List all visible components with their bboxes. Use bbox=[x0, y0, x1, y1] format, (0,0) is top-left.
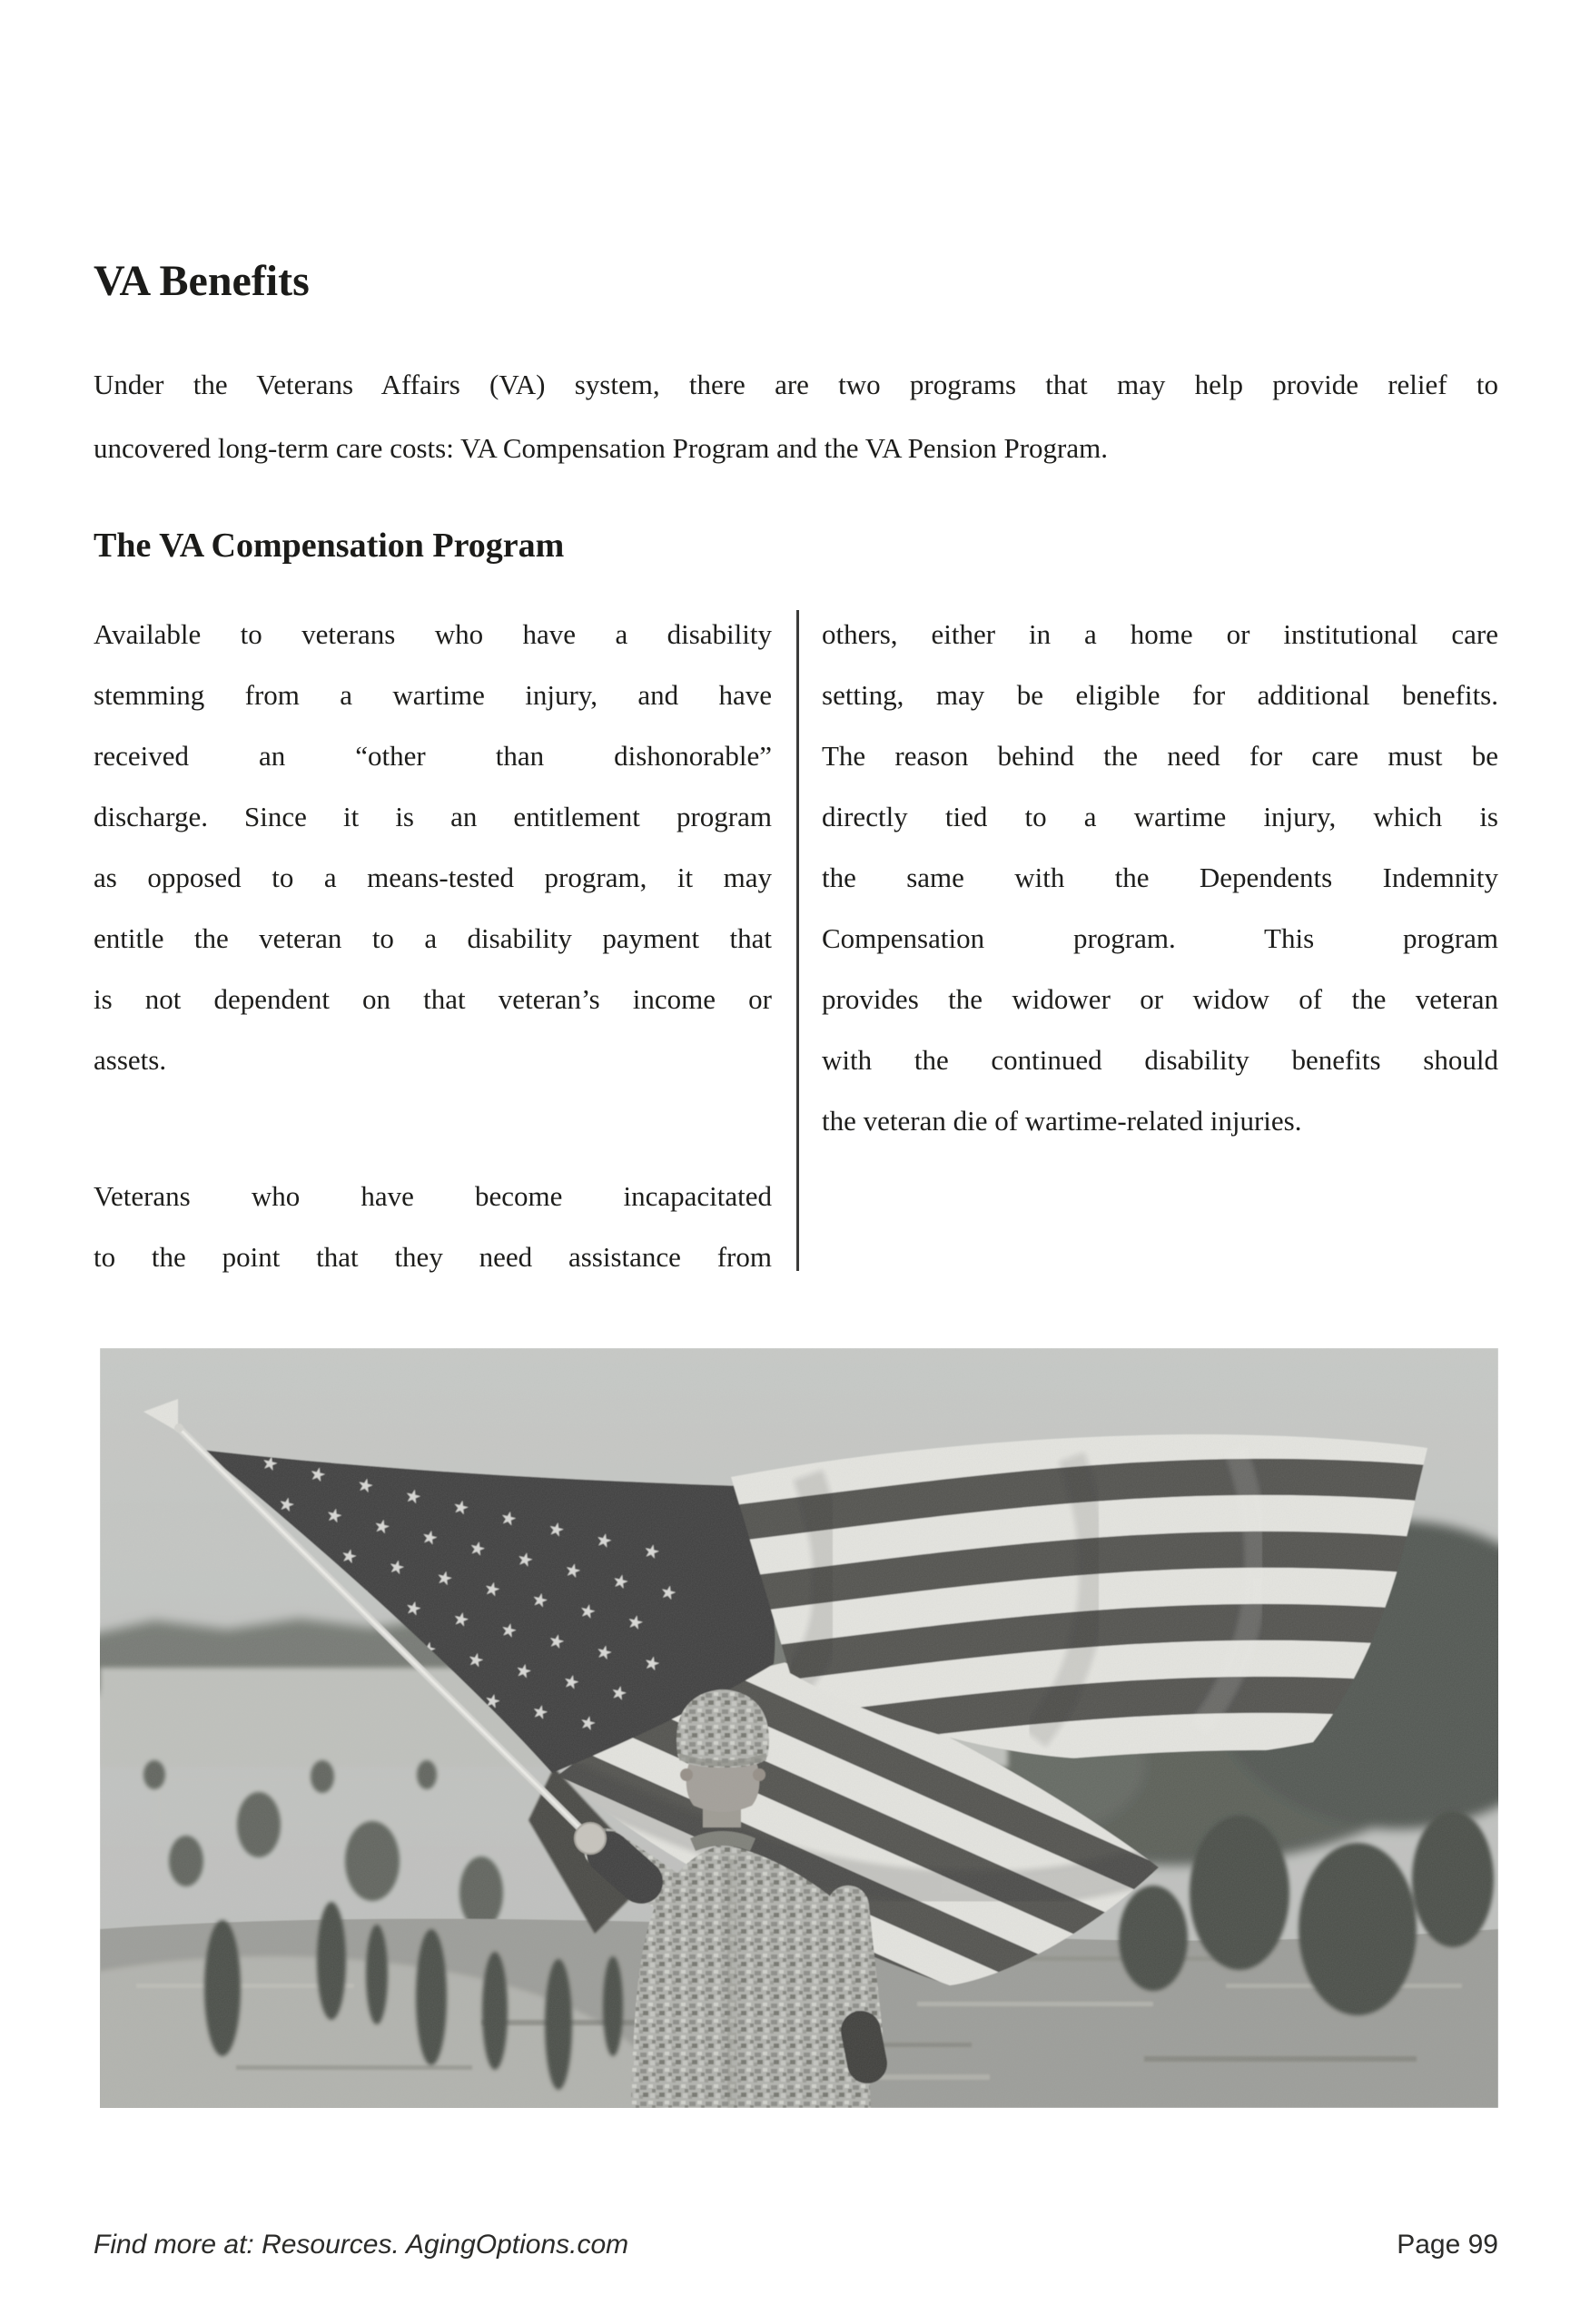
paragraph bbox=[822, 604, 1498, 1151]
text-line: others, either in a home or institutional care bbox=[822, 618, 1498, 650]
text-line: stemming from a wartime injury, and have bbox=[94, 679, 772, 711]
text-line: discharge. Since it is an entitlement program bbox=[94, 801, 772, 832]
text-line: to the point that they need assistance from bbox=[94, 1241, 772, 1273]
text-line: The reason behind the need for care must be bbox=[822, 740, 1498, 772]
text-line: Under the Veterans Affairs (VA) system, there are two programs that may help provide relief to bbox=[94, 369, 1498, 400]
paragraph bbox=[94, 604, 772, 1090]
page-number: Page 99 bbox=[1397, 2230, 1498, 2260]
section-heading: The VA Compensation Program bbox=[94, 527, 565, 565]
left-column bbox=[94, 604, 772, 1287]
text-line: provides the widower or widow of the veteran bbox=[822, 983, 1498, 1015]
text-line: as opposed to a means-tested program, it may bbox=[94, 862, 772, 893]
paragraph bbox=[94, 1166, 772, 1287]
column-divider bbox=[796, 610, 799, 1271]
text-line: is not dependent on that veteran’s income or bbox=[94, 983, 772, 1015]
text-line: the same with the Dependents Indemnity bbox=[822, 862, 1498, 893]
text-line: entitle the veteran to a disability payment that bbox=[94, 922, 772, 954]
text-line: assets. bbox=[94, 1044, 167, 1076]
text-line: the veteran die of wartime-related injuries. bbox=[822, 1105, 1302, 1137]
page-title: VA Benefits bbox=[94, 257, 310, 305]
text-line: received an “other than dishonorable” bbox=[94, 740, 772, 772]
text-line: setting, may be eligible for additional benefits. bbox=[822, 679, 1498, 711]
text-line: uncovered long-term care costs: VA Compensation Program and the VA Pension Program. bbox=[94, 432, 1108, 464]
text-line: Available to veterans who have a disability bbox=[94, 618, 772, 650]
right-column bbox=[822, 604, 1498, 1151]
footer-note: Find more at: Resources. AgingOptions.com bbox=[94, 2230, 629, 2260]
text-line: Veterans who have become incapacitated bbox=[94, 1180, 772, 1212]
intro-paragraph bbox=[94, 353, 1498, 480]
text-line: directly tied to a wartime injury, which is bbox=[822, 801, 1498, 832]
soldier-flag-photo bbox=[100, 1348, 1498, 2108]
text-line: with the continued disability benefits should bbox=[822, 1044, 1498, 1076]
text-line: Compensation program. This program bbox=[822, 922, 1498, 954]
